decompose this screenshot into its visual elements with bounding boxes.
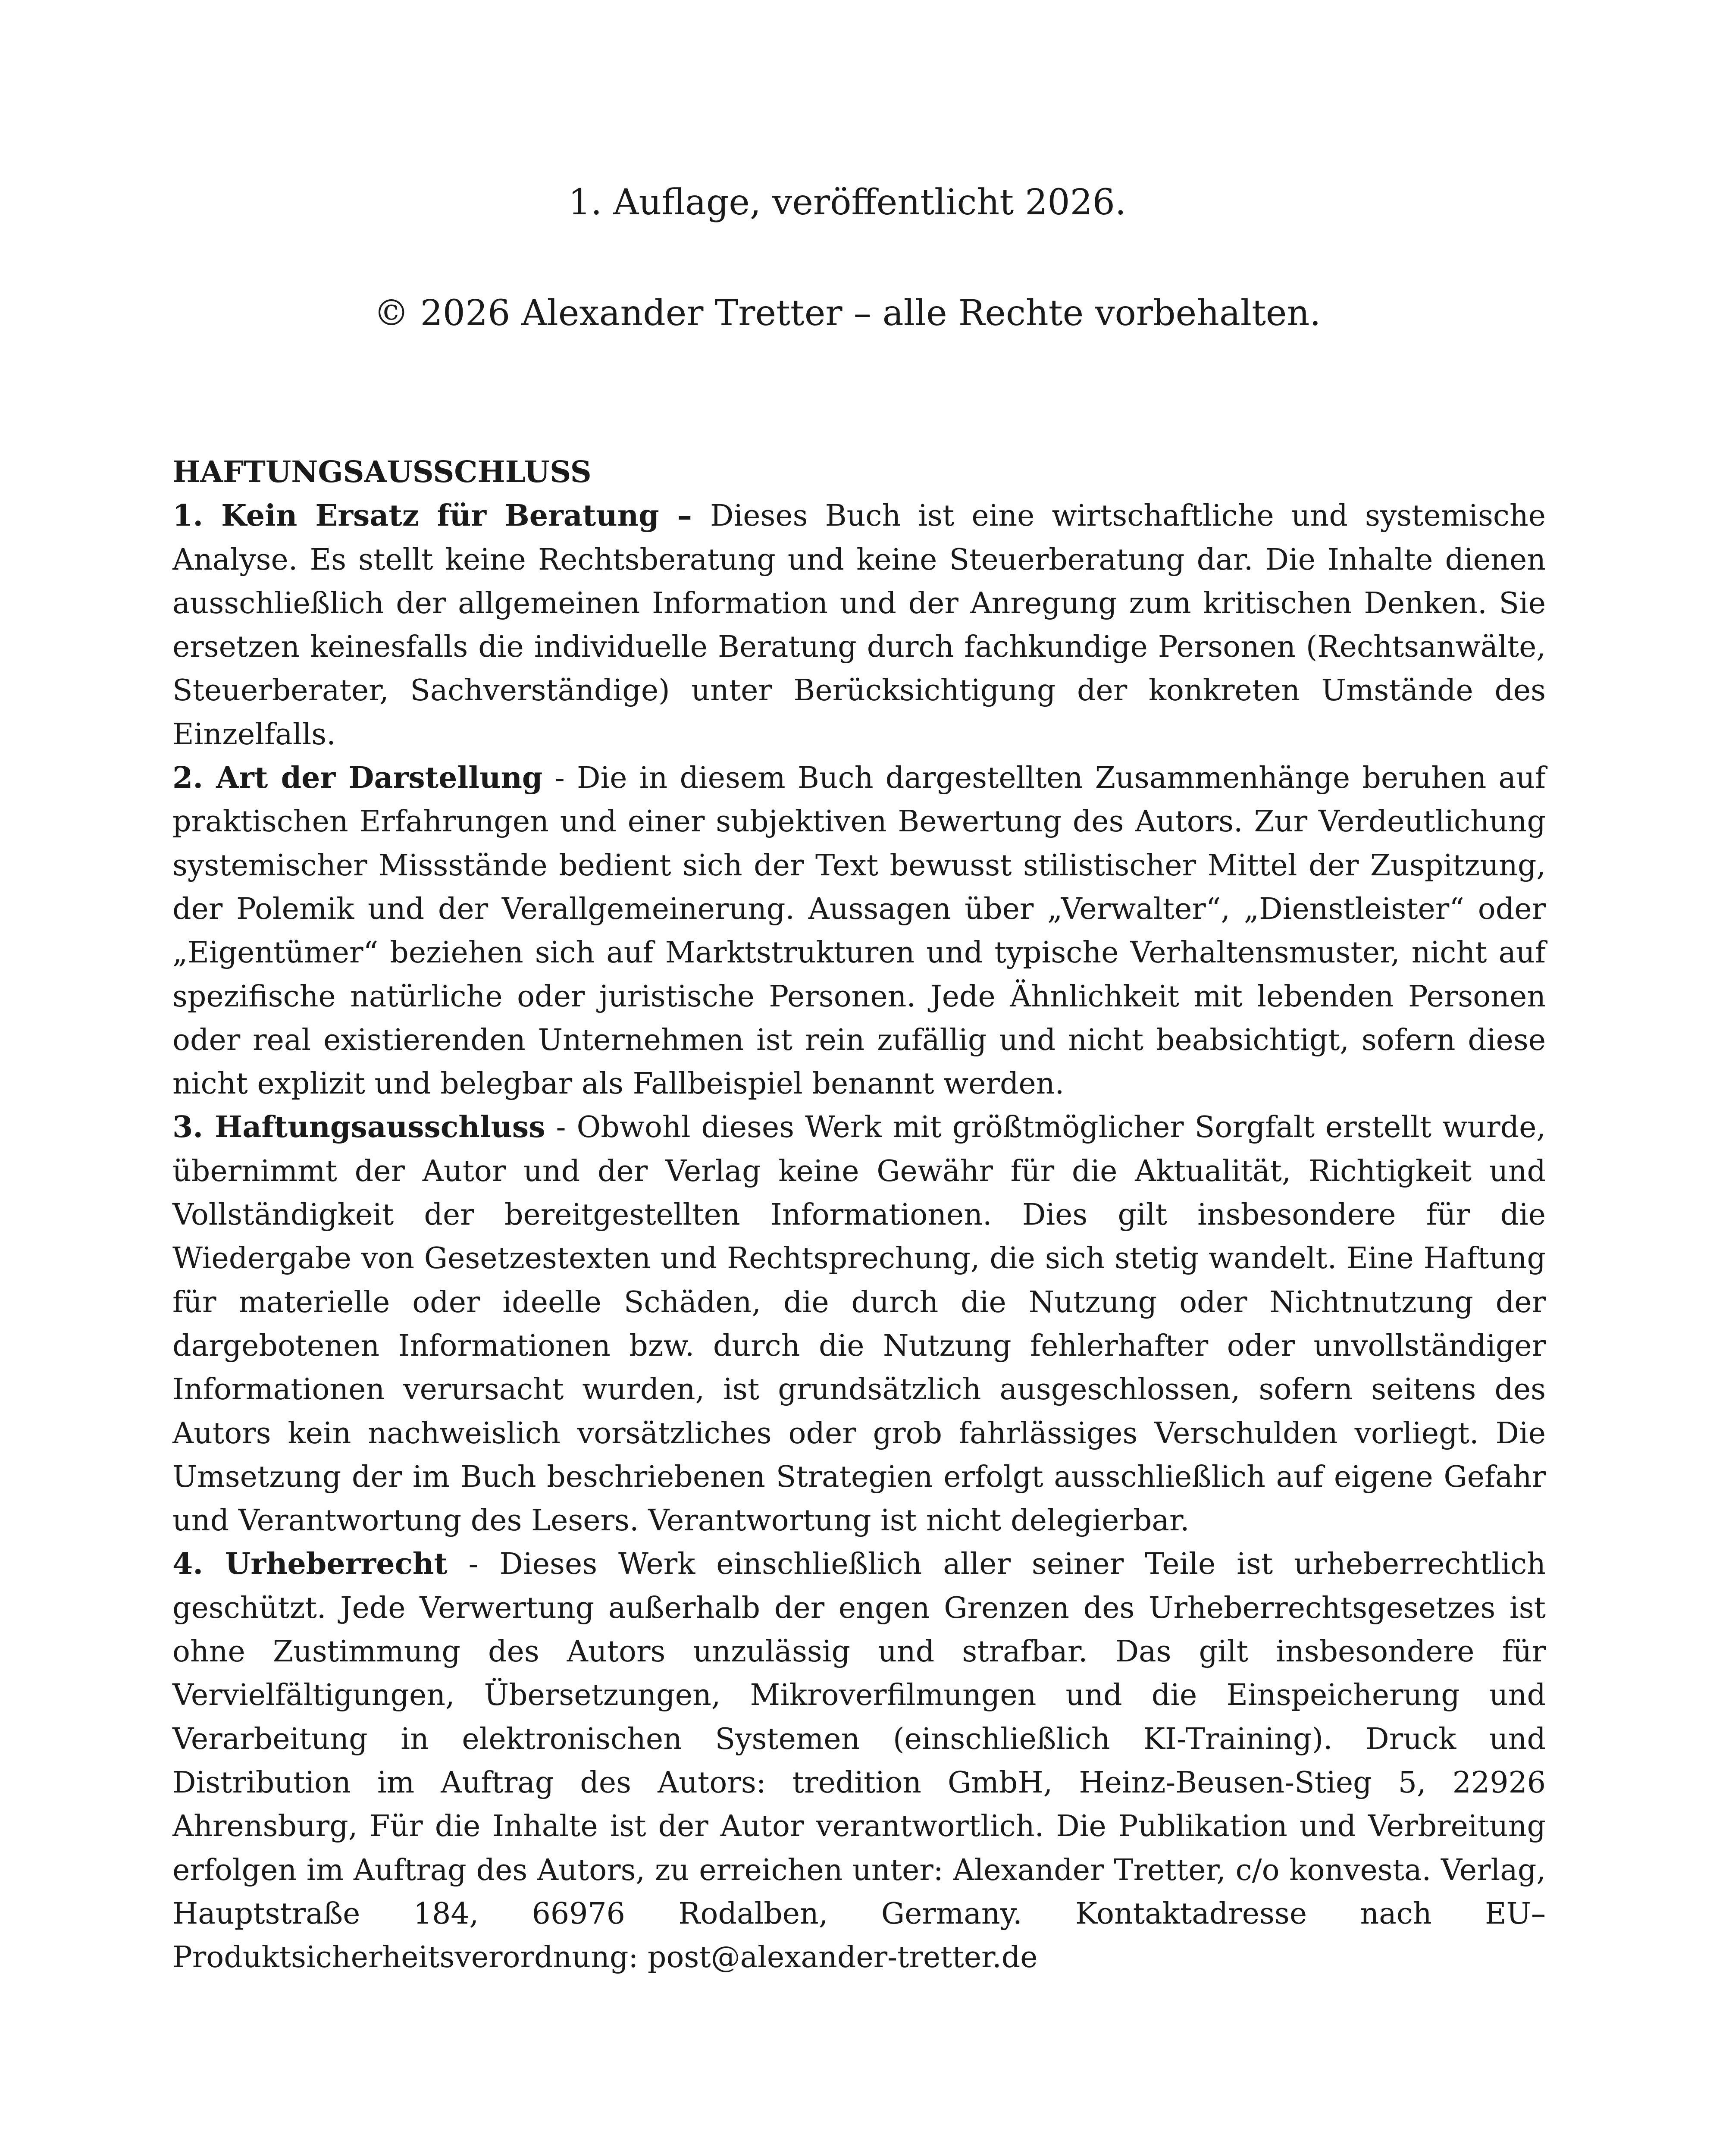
paragraph-title: 4. Urheberrecht xyxy=(172,1547,448,1582)
edition-line: 1. Auflage, veröffentlicht 2026. xyxy=(568,182,1126,223)
paragraph-text: Obwohl dieses Werk mit größtmöglicher Sorgfalt erstellt wurde, übernimmt der Autor und der Verlag keine Gewähr für die Aktualität, Richtigkeit und Vollständigkeit der bereitgestellten Informationen. Dies gilt insbesondere für die Wiedergabe von Gesetzestexten und Rechtsprechung, die sich stetig wandelt. Eine Haftung für materielle oder ideelle Schäden, die durch die Nutzung oder Nichtnutzung der dargebotenen Informationen bzw. durch die Nutzung fehlerhafter oder unvollständiger Informationen verursacht wurden, ist grundsätzlich ausgeschlossen, sofern seitens des Autors kein nachweislich vorsätzliches oder grob fahrlässiges Verschulden vorliegt. Die Umsetzung der im Buch beschriebenen Strategien erfolgt ausschließlich auf eigene Gefahr und Verantwortung des Lesers. Verantwortung ist nicht delegierbar. xyxy=(172,1110,1546,1538)
paragraph-text: Dieses Werk einschließlich aller seiner Teile ist urheberrechtlich geschützt. Jede Verwertung außerhalb der engen Grenzen des Urheberrechtsgesetzes ist ohne Zustimmung des Autors unzulässig und strafbar. Das gilt insbesondere für Vervielfältigungen, Übersetzungen, Mikroverfilmungen und die Einspeicherung und Verarbeitung in elektronischen Systemen (einschließlich KI-Training). Druck und Distribution im Auftrag des Autors: tredition GmbH, Heinz-Beusen-Stieg 5, 22926 Ahrensburg, Für die Inhalte ist der Autor verantwortlich. Die Publikation und Verbreitung erfolgen im Auftrag des Autors, zu erreichen unter: Alexander Tretter, c/o konvesta. Verlag, Hauptstraße 184, 66976 Rodalben, Germany. Kontaktadresse nach EU–Produktsicherheitsverordnung: post@alexander-tretter.de xyxy=(172,1547,1546,1975)
paragraph-separator: – xyxy=(659,498,710,533)
paragraph-text: Dieses Buch ist eine wirtschaftliche und systemische Analyse. Es stellt keine Rechtsberatung und keine Steuerberatung dar. Die Inhalte dienen ausschließlich der allgemeinen Information und der Anregung zum kritischen Denken. Sie ersetzen keinesfalls die individuelle Beratung durch fachkundige Personen (Rechtsanwälte, Steuerberater, Sachverständige) unter Berücksichtigung der konkreten Umstände des Einzelfalls. xyxy=(172,499,1546,752)
disclaimer-section xyxy=(172,451,1546,1979)
disclaimer-paragraph-presentation xyxy=(172,756,1546,1106)
paragraph-title: 3. Haftungsausschluss xyxy=(172,1110,545,1145)
disclaimer-paragraph-copyright xyxy=(172,1542,1546,1979)
disclaimer-paragraph-liability xyxy=(172,1106,1546,1542)
disclaimer-heading: HAFTUNGSAUSSCHLUSS xyxy=(172,455,592,489)
paragraph-text: Die in diesem Buch dargestellten Zusammenhänge beruhen auf praktischen Erfahrungen und einer subjektiven Bewertung des Autors. Zur Verdeutlichung systemischer Missstände bedient sich der Text bewusst stilistischer Mittel der Zuspitzung, der Polemik und der Verallgemeinerung. Aussagen über „Verwalter“, „Dienstleister“ oder „Eigentümer“ beziehen sich auf Marktstrukturen und typische Verhaltensmuster, nicht auf spezifische natürliche oder juristische Personen. Jede Ähnlichkeit mit lebenden Personen oder real existierenden Unternehmen ist rein zufällig und nicht beabsichtigt, sofern diese nicht explizit und belegbar als Fallbeispiel benannt werden. xyxy=(172,761,1546,1101)
paragraph-separator: - xyxy=(542,761,577,796)
disclaimer-paragraph-advice xyxy=(172,494,1546,756)
paragraph-title: 1. Kein Ersatz für Beratung xyxy=(172,498,659,533)
paragraph-separator: - xyxy=(545,1110,577,1145)
copyright-line: © 2026 Alexander Tretter – alle Rechte vorbehalten. xyxy=(373,293,1321,334)
paragraph-title: 2. Art der Darstellung xyxy=(172,761,543,796)
paragraph-separator: - xyxy=(447,1547,500,1582)
